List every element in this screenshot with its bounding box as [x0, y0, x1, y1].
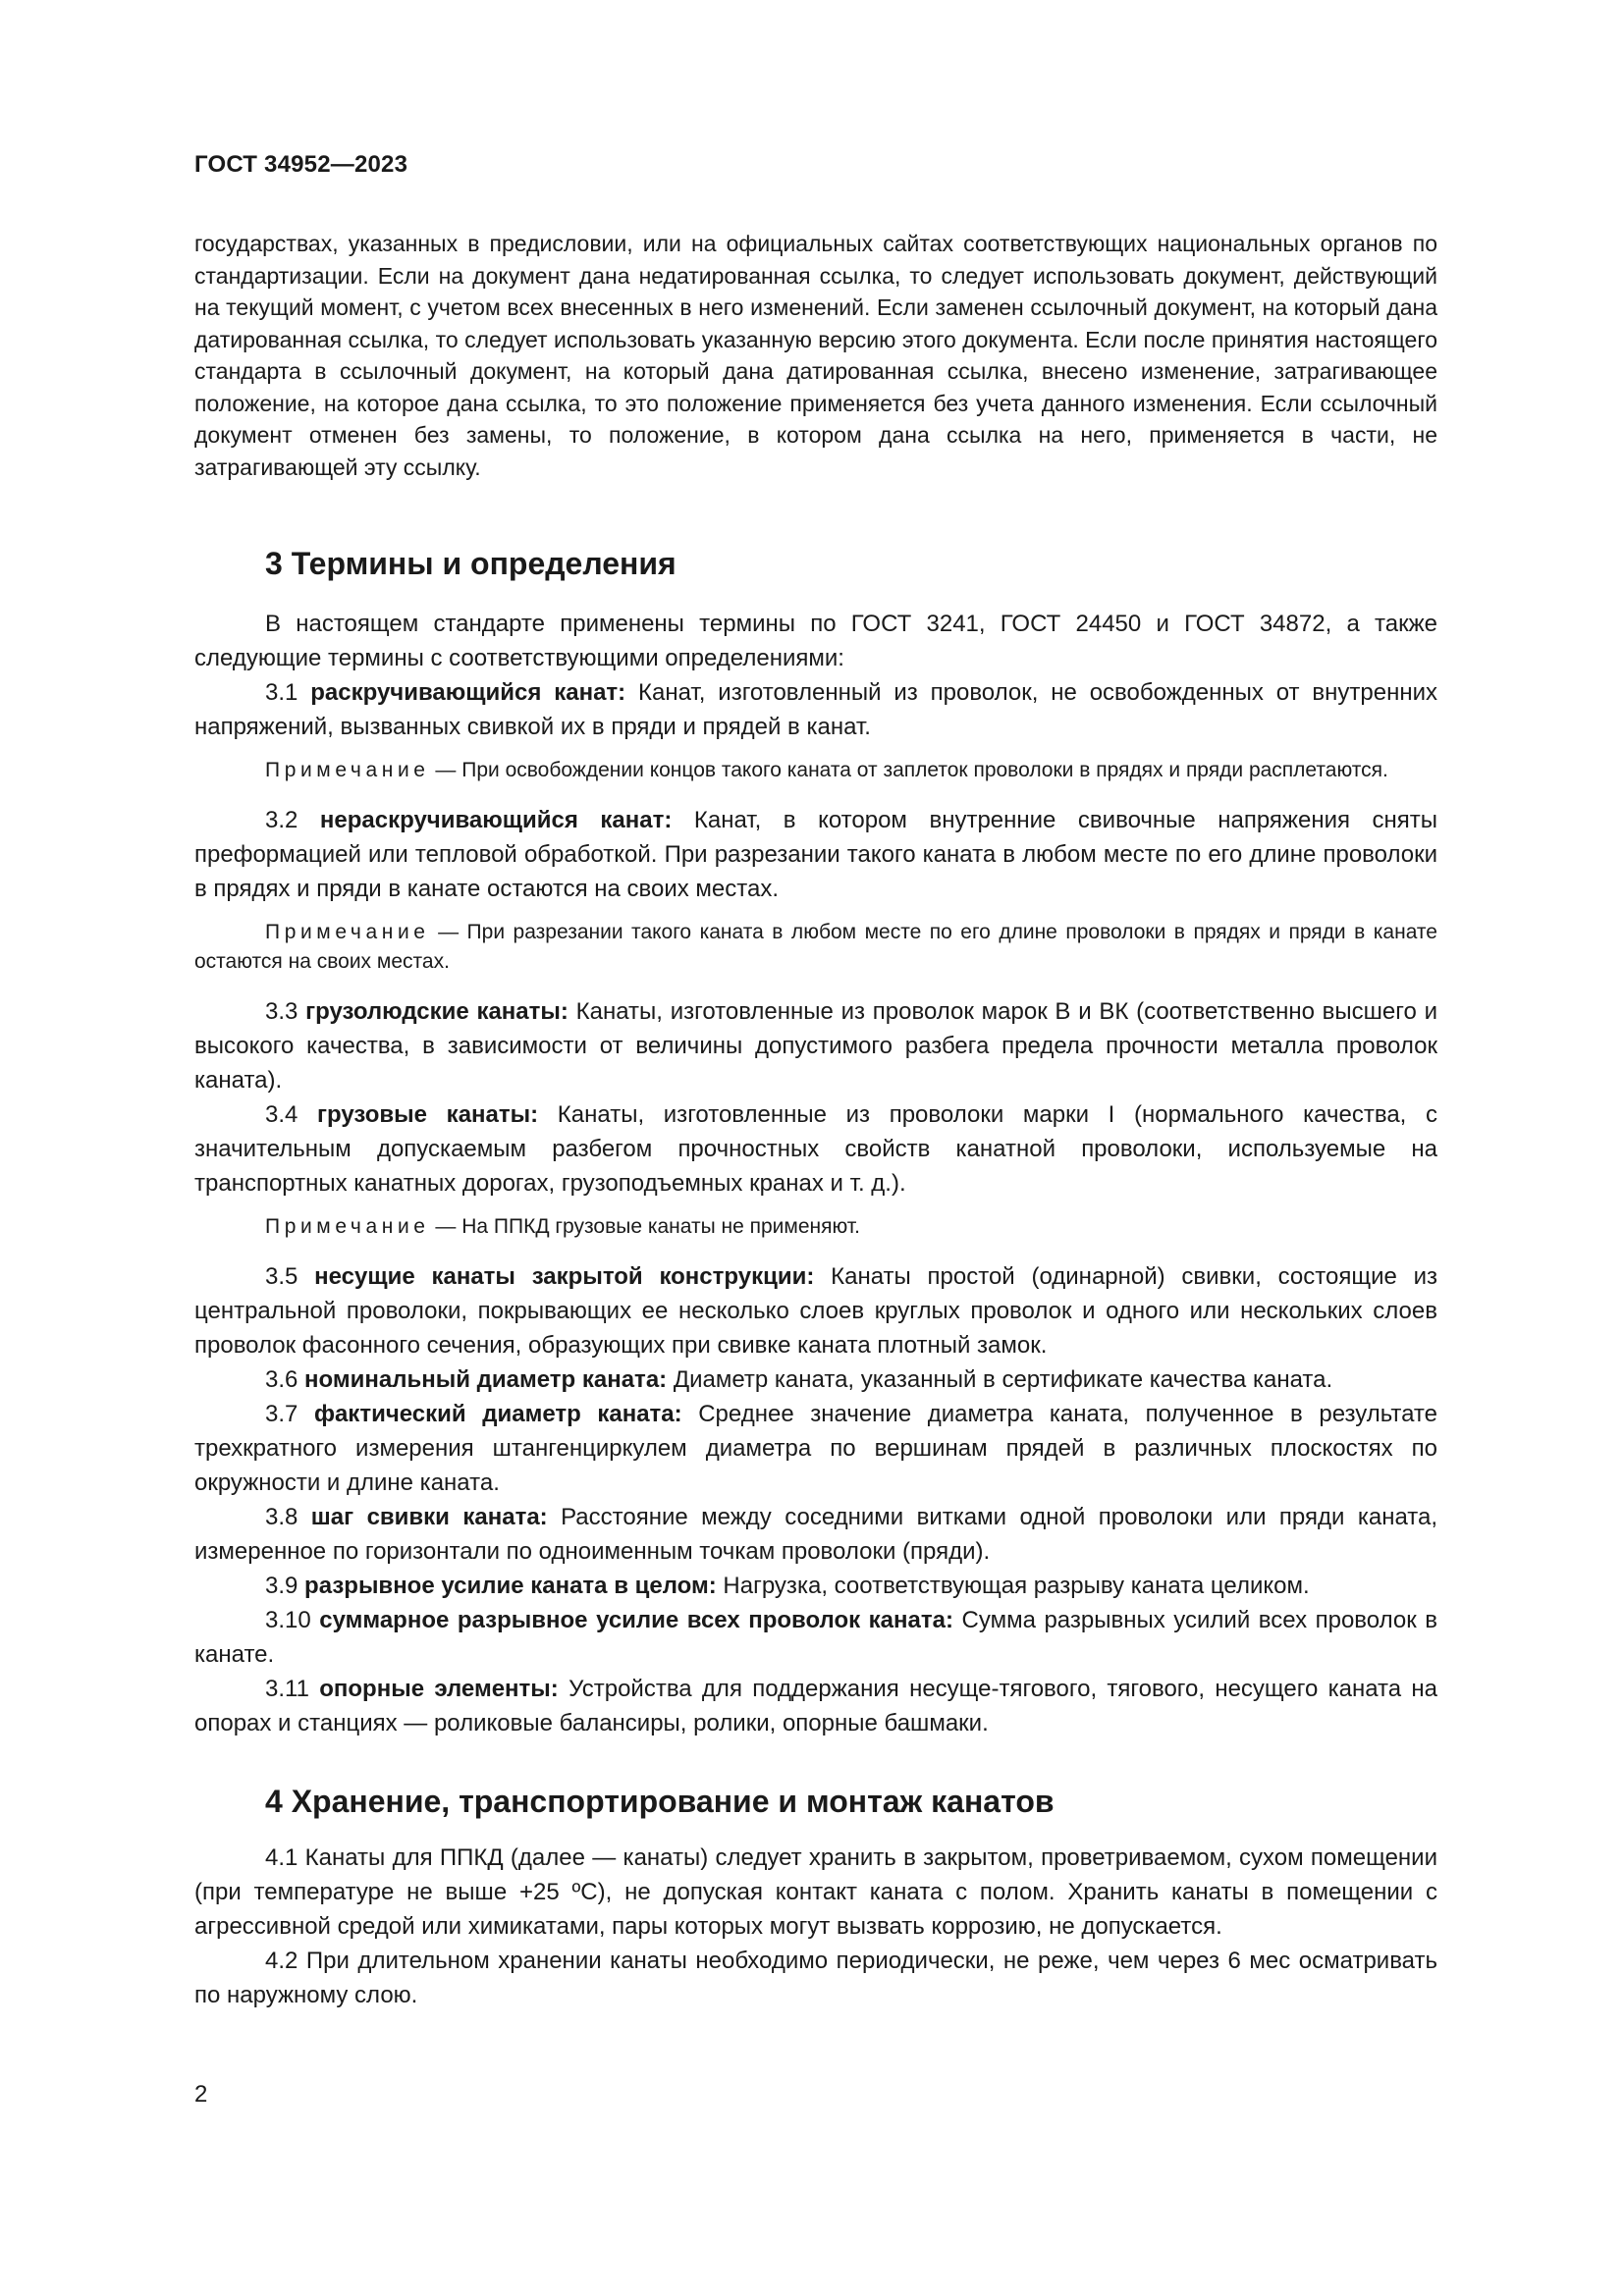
term-number: 3.7 — [265, 1401, 298, 1427]
term-name: разрывное усилие каната в целом: — [304, 1573, 717, 1599]
term-name: суммарное разрывное усилие всех проволок каната: — [319, 1607, 953, 1633]
term-3-1 — [194, 675, 1437, 744]
term-number: 3.10 — [265, 1607, 311, 1633]
note-label: Примечание — [265, 921, 430, 943]
term-number: 3.1 — [265, 679, 298, 706]
term-name: несущие канаты закрытой конструкции: — [314, 1263, 815, 1290]
document-header: ГОСТ 34952—2023 — [194, 151, 408, 178]
section-3-intro: В настоящем стандарте применены термины по ГОСТ 3241, ГОСТ 24450 и ГОСТ 34872, а также следующие термины с соответствующими определениями: — [194, 611, 1437, 671]
intro-paragraph: государствах, указанных в предисловии, или на официальных сайтах соответствующих национальных органов по стандартизации. Если на документ дана недатированная ссылка, то следует использовать документ, действующий на текущий момент, с учетом всех внесенных в него изменений. Если заменен ссылочный документ, на который дана датированная ссылка, то следует использовать указанную версию этого документа. Если после принятия настоящего стандарта в ссылочный документ, на который дана датированная ссылка, внесено изменение, затрагивающее положение, на которое дана ссылка, то это положение применяется без учета данного изменения. Если ссылочный документ отменен без замены, то положение, в котором дана ссылка на него, применяется в части, не затрагивающей эту ссылку. — [194, 231, 1437, 480]
note-3-2 — [194, 918, 1437, 977]
note-text: — При разрезании такого каната в любом месте по его длине проволоки в прядях и пряди в канате остаются на своих местах. — [194, 921, 1437, 973]
term-name: грузолюдские канаты: — [305, 998, 568, 1025]
section-4-heading: 4 Хранение, транспортирование и монтаж канатов — [265, 1784, 1055, 1819]
term-3-10 — [194, 1603, 1437, 1672]
paragraph-4-1: 4.1 Канаты для ППКД (далее — канаты) следует хранить в закрытом, проветриваемом, сухом помещении (при температуре не выше +25 ºС), не допуская контакт каната с полом. Хранить канаты в помещении с агрессивной средой или химикатами, пары которых могут вызвать коррозию, не допускается. — [194, 1844, 1437, 1940]
term-definition: Устройства для поддержания несуще-тягового, тягового, несущего каната на опорах и станциях — роликовые балансиры, ролики, опорные башмаки. — [194, 1676, 1438, 1736]
term-definition: Сумма разрывных усилий всех проволок в канате. — [194, 1607, 1437, 1668]
note-label: Примечание — [265, 759, 430, 781]
term-definition: Диаметр каната, указанный в сертификате качества каната. — [673, 1366, 1333, 1393]
note-3-1 — [194, 756, 1437, 785]
term-number: 3.6 — [265, 1366, 298, 1393]
term-number: 3.4 — [265, 1101, 298, 1128]
term-number: 3.11 — [265, 1676, 309, 1702]
term-definition: Канаты, изготовленные из проволоки марки I (нормального качества, с значительным допускаемым разбегом прочностных свойств канатной проволоки, используемые на транспортных канатных дорогах, грузоподъемных кранах и т. д.). — [194, 1101, 1437, 1197]
term-number: 3.5 — [265, 1263, 298, 1290]
term-3-11 — [194, 1672, 1437, 1740]
term-definition: Среднее значение диаметра каната, полученное в результате трехкратного измерения штангенциркулем диаметра по вершинам прядей в различных плоскостях по окружности и длине каната. — [194, 1401, 1437, 1496]
term-definition: Канат, изготовленный из проволок, не освобожденных от внутренних напряжений, вызванных свивкой их в пряди и прядей в канат. — [194, 679, 1437, 740]
page-content — [194, 228, 1437, 2012]
term-3-8 — [194, 1500, 1437, 1569]
note-text: — При освобождении концов такого каната от заплеток проволоки в прядях и пряди расплетаются. — [435, 759, 1388, 781]
term-number: 3.2 — [265, 807, 298, 833]
section-3-heading: 3 Термины и определения — [265, 546, 677, 581]
note-text: — На ППКД грузовые канаты не применяют. — [435, 1215, 860, 1238]
term-3-6 — [194, 1362, 1437, 1397]
term-name: грузовые канаты: — [317, 1101, 539, 1128]
term-3-5 — [194, 1259, 1437, 1362]
term-3-9 — [194, 1569, 1437, 1603]
term-definition: Канаты простой (одинарной) свивки, состоящие из центральной проволоки, покрывающих ее несколько слоев круглых проволок и одного или нескольких слоев проволок фасонного сечения, образующих при свивке каната плотный замок. — [194, 1263, 1437, 1359]
note-label: Примечание — [265, 1215, 430, 1238]
term-name: раскручивающийся канат: — [310, 679, 626, 706]
term-name: номинальный диаметр каната: — [304, 1366, 668, 1393]
term-definition: Нагрузка, соответствующая разрыву каната целиком. — [723, 1573, 1310, 1599]
term-name: шаг свивки каната: — [310, 1504, 548, 1530]
term-number: 3.9 — [265, 1573, 298, 1599]
term-name: фактический диаметр каната: — [313, 1401, 682, 1427]
term-definition: Канаты, изготовленные из проволок марок В и ВК (соответственно высшего и высокого качества, в зависимости от величины допустимого разбега предела прочности металла проволок каната). — [194, 998, 1437, 1094]
term-name: нераскручивающийся канат: — [319, 807, 673, 833]
note-3-4 — [194, 1212, 1437, 1242]
paragraph-4-2: 4.2 При длительном хранении канаты необходимо периодически, не реже, чем через 6 мес осматривать по наружному слою. — [194, 1948, 1437, 2008]
term-definition: Канат, в котором внутренние свивочные напряжения сняты преформацией или тепловой обработкой. При разрезании такого каната в любом месте по его длине проволоки в прядях и пряди в канате остаются на своих местах. — [194, 807, 1437, 902]
term-3-2 — [194, 803, 1437, 906]
term-definition: Расстояние между соседними витками одной проволоки или пряди каната, измеренное по горизонтали по одноименным точкам проволоки (пряди). — [194, 1504, 1438, 1565]
page-number: 2 — [194, 2081, 208, 2108]
term-3-3 — [194, 994, 1437, 1097]
term-3-7 — [194, 1397, 1437, 1500]
term-number: 3.3 — [265, 998, 298, 1025]
term-name: опорные элементы: — [319, 1676, 559, 1702]
term-number: 3.8 — [265, 1504, 298, 1530]
term-3-4 — [194, 1097, 1437, 1201]
